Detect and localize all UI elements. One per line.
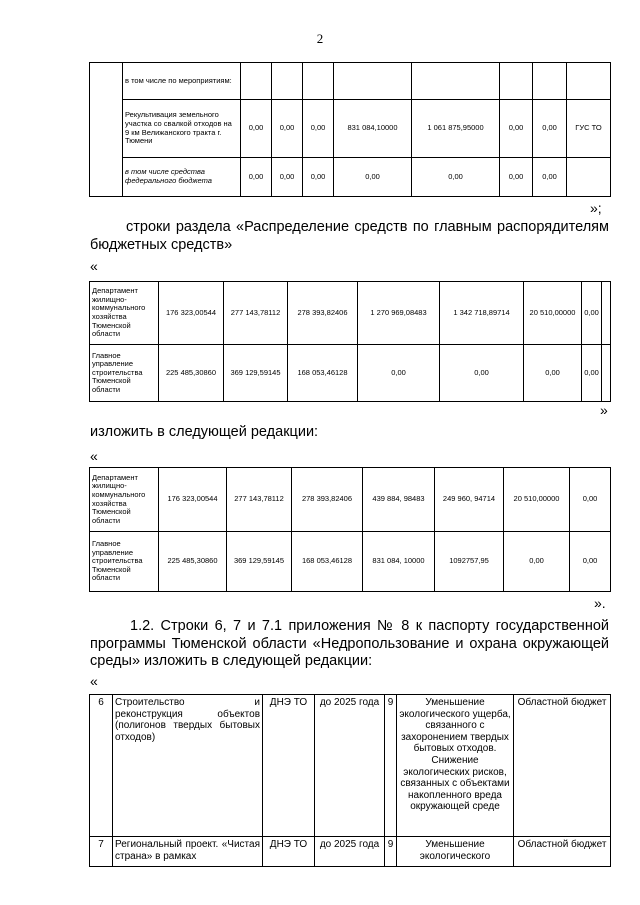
value-cell: 168 053,46128 [288, 345, 358, 402]
value-cell [241, 63, 272, 100]
value-cell [303, 63, 334, 100]
row-label: Департамент жилищно-коммунального хозяйства Тюменской области [90, 468, 159, 532]
executor: ДНЭ ТО [263, 695, 315, 837]
value-cell: 277 143,78112 [227, 468, 292, 532]
funding-by-activity-table [89, 62, 611, 197]
value-cell: 0,00 [241, 158, 272, 197]
indicator-code: 9 [385, 837, 397, 867]
value-cell: 0,00 [500, 100, 533, 158]
value-cell [567, 158, 611, 197]
value-cell: 176 323,00544 [159, 468, 227, 532]
row-label: в том числе средства федерального бюджета [123, 158, 241, 197]
value-cell: 225 485,30860 [159, 532, 227, 592]
value-cell: 278 393,82406 [292, 468, 363, 532]
value-cell: 439 884, 98483 [363, 468, 435, 532]
page-number: 2 [316, 31, 324, 46]
empty-cell [90, 63, 123, 197]
value-cell: 168 053,46128 [292, 532, 363, 592]
table-row [90, 63, 611, 100]
executor: ДНЭ ТО [263, 837, 315, 867]
executor-cell: ГУС ТО [567, 100, 611, 158]
table-row [90, 282, 611, 345]
indicator-code: 9 [385, 695, 397, 837]
activity-name: Строительство и реконструкция объектов (полигонов твердых бытовых отходов) [113, 695, 263, 837]
value-cell: 0,00 [241, 100, 272, 158]
value-cell [602, 345, 611, 402]
value-cell: 0,00 [582, 345, 602, 402]
value-cell: 0,00 [570, 532, 611, 592]
value-cell: 0,00 [272, 100, 303, 158]
value-cell: 0,00 [582, 282, 602, 345]
value-cell: 0,00 [303, 158, 334, 197]
opening-quote: « [90, 258, 98, 274]
table-row [90, 100, 611, 158]
value-cell [272, 63, 303, 100]
value-cell: 0,00 [440, 345, 524, 402]
value-cell: 1 342 718,89714 [440, 282, 524, 345]
funding-source: Областной бюджет [514, 837, 611, 867]
value-cell: 0,00 [504, 532, 570, 592]
table-row [90, 837, 611, 867]
expected-result: Уменьшение экологического ущерба, связанного с захоронением твердых бытовых отходов. Снижение экологических рисков, связанных с объектами накопленного вреда окружающей среде [397, 695, 514, 837]
closing-quote: » [600, 402, 608, 418]
value-cell: 0,00 [570, 468, 611, 532]
paragraph: строки раздела «Распределение средств по главным распорядителям бюджетных средств» [90, 219, 609, 253]
table-row [90, 158, 611, 197]
value-cell: 249 960, 94714 [435, 468, 504, 532]
table-row [90, 468, 611, 532]
closing-quote: ». [594, 595, 606, 611]
closing-quote: »; [590, 200, 602, 216]
value-cell: 0,00 [272, 158, 303, 197]
row-label: Рекультивация земельного участка со свалкой отходов на 9 км Велижанского тракта г. Тюмени [123, 100, 241, 158]
value-cell: 1 061 875,95000 [412, 100, 500, 158]
row-label: в том числе по мероприятиям: [123, 63, 241, 100]
value-cell: 277 143,78112 [224, 282, 288, 345]
value-cell: 0,00 [533, 100, 567, 158]
funding-source: Областной бюджет [514, 695, 611, 837]
table-row [90, 532, 611, 592]
value-cell: 225 485,30860 [159, 345, 224, 402]
value-cell [334, 63, 412, 100]
value-cell: 1 270 969,08483 [358, 282, 440, 345]
value-cell: 831 084, 10000 [363, 532, 435, 592]
opening-quote: « [90, 673, 98, 689]
term: до 2025 года [315, 837, 385, 867]
row-label: Департамент жилищно-коммунального хозяйства Тюменской области [90, 282, 159, 345]
value-cell: 20 510,00000 [504, 468, 570, 532]
value-cell: 0,00 [412, 158, 500, 197]
value-cell [500, 63, 533, 100]
value-cell: 20 510,00000 [524, 282, 582, 345]
distribution-table-current [89, 281, 611, 402]
row-label: Главное управление строительства Тюменской области [90, 345, 159, 402]
value-cell: 176 323,00544 [159, 282, 224, 345]
value-cell: 0,00 [303, 100, 334, 158]
opening-quote: « [90, 448, 98, 464]
value-cell: 369 129,59145 [227, 532, 292, 592]
value-cell: 0,00 [358, 345, 440, 402]
value-cell [412, 63, 500, 100]
value-cell: 369 129,59145 [224, 345, 288, 402]
row-label: Главное управление строительства Тюменской области [90, 532, 159, 592]
program-activities-table [89, 694, 611, 867]
term: до 2025 года [315, 695, 385, 837]
value-cell: 278 393,82406 [288, 282, 358, 345]
paragraph: 1.2. Строки 6, 7 и 7.1 приложения № 8 к паспорту государственной программы Тюменской области «Недропользование и охрана окружающей среды» изложить в следующей редакции: [90, 618, 609, 669]
distribution-table-new [89, 467, 611, 592]
value-cell: 0,00 [500, 158, 533, 197]
paragraph: изложить в следующей редакции: [90, 424, 319, 440]
activity-name: Региональный проект. «Чистая страна» в рамках [113, 837, 263, 867]
row-number: 6 [90, 695, 113, 837]
value-cell: 0,00 [334, 158, 412, 197]
value-cell: 831 084,10000 [334, 100, 412, 158]
table-row [90, 345, 611, 402]
value-cell [533, 63, 567, 100]
value-cell [602, 282, 611, 345]
row-number: 7 [90, 837, 113, 867]
expected-result: Уменьшение экологического [397, 837, 514, 867]
value-cell [567, 63, 611, 100]
value-cell: 1092757,95 [435, 532, 504, 592]
value-cell: 0,00 [524, 345, 582, 402]
table-row [90, 695, 611, 837]
value-cell: 0,00 [533, 158, 567, 197]
